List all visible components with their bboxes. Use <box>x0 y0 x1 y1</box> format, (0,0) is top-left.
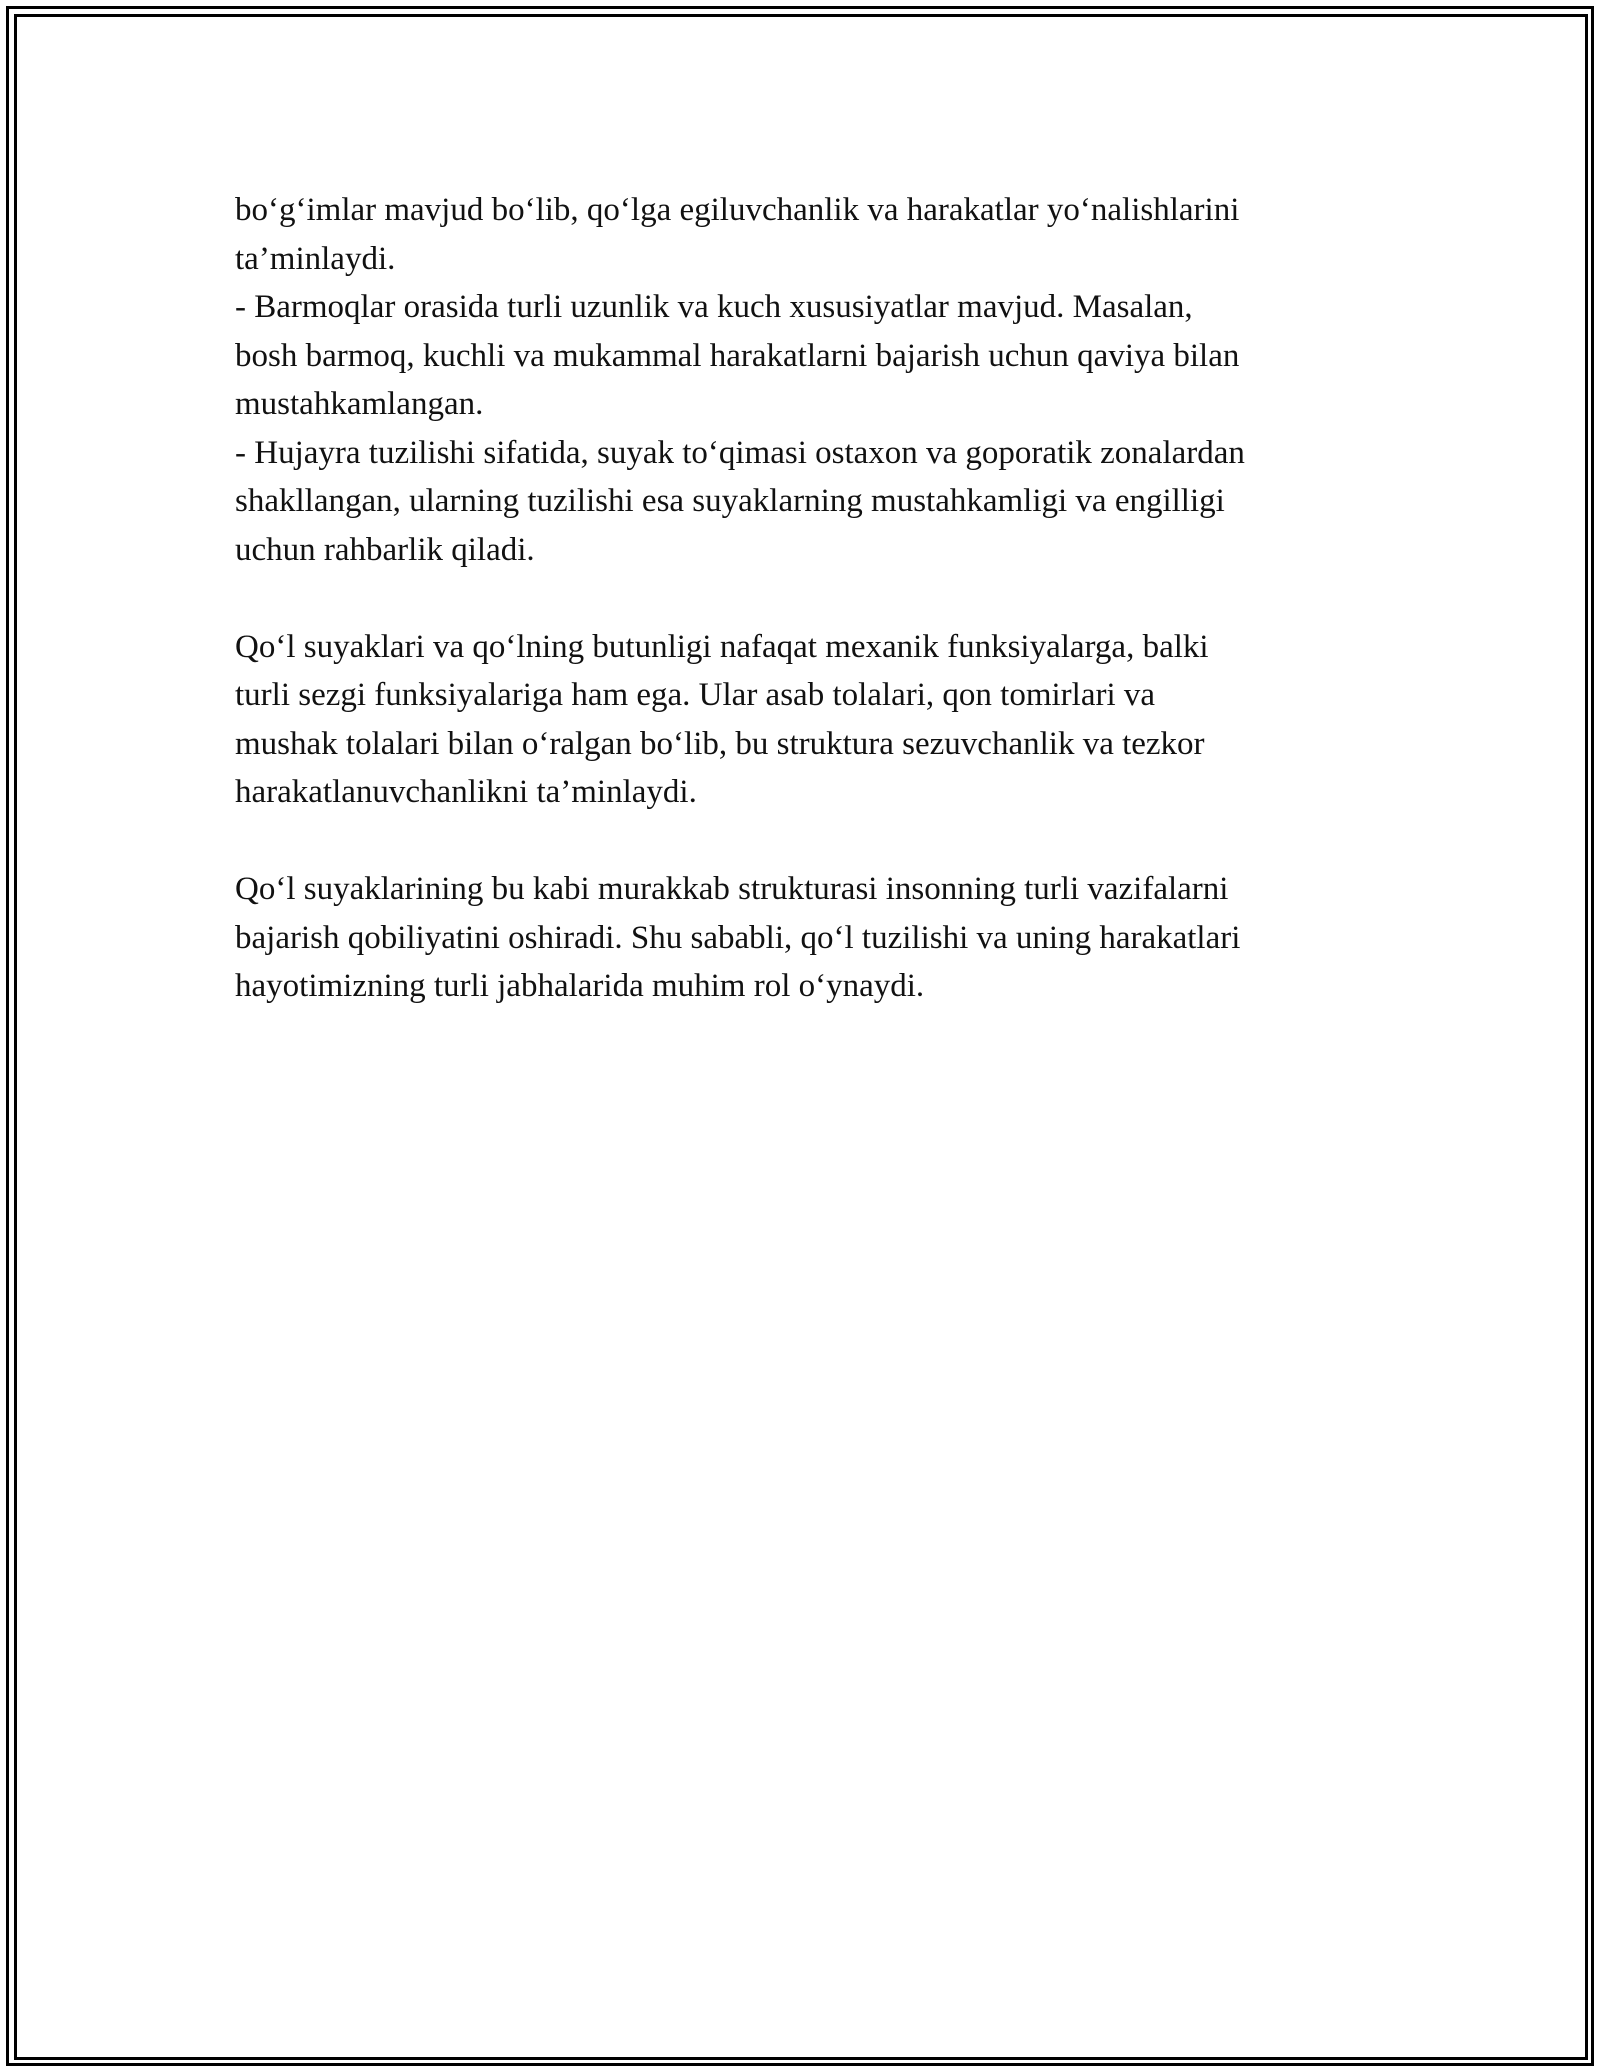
document-body <box>235 186 1375 1011</box>
paragraph-block-2 <box>235 623 1375 817</box>
paragraph-spacer <box>235 574 1375 623</box>
text-line: mushak tolalari bilan o‘ralgan bo‘lib, bu struktura sezuvchanlik va tezkor <box>235 725 1205 762</box>
text-line: harakatlanuvchanlikni ta’minlaydi. <box>235 774 697 810</box>
text-line: mustahkamlangan. <box>235 386 484 422</box>
text-line: - Barmoqlar orasida turli uzunlik va kuch xususiyatlar mavjud. Masalan, <box>235 289 1193 325</box>
text-line: Qo‘l suyaklari va qo‘lning butunligi nafaqat mexanik funksiyalarga, balki <box>235 628 1209 665</box>
paragraph-spacer <box>235 817 1375 866</box>
text-line: ta’minlaydi. <box>235 240 396 277</box>
text-line: hayotimizning turli jabhalarida muhim rol o‘ynaydi. <box>235 968 925 1004</box>
text-line: bo‘g‘imlar mavjud bo‘lib, qo‘lga egiluvchanlik va harakatlar yo‘nalishlarini <box>235 192 1240 228</box>
text-line: turli sezgi funksiyalariga ham ega. Ular asab tolalari, qon tomirlari va <box>235 677 1156 713</box>
text-line: shakllangan, ularning tuzilishi esa suyaklarning mustahkamligi va engilligi <box>235 483 1225 519</box>
text-line: Qo‘l suyaklarining bu kabi murakkab strukturasi insonning turli vazifalarni <box>235 871 1229 907</box>
text-line: uchun rahbarlik qiladi. <box>235 531 535 568</box>
text-line: - Hujayra tuzilishi sifatida, suyak to‘qimasi ostaxon va goporatik zonalardan <box>235 434 1245 471</box>
text-line: bajarish qobiliyatini oshiradi. Shu sababli, qo‘l tuzilishi va uning harakatlari <box>235 919 1241 956</box>
paragraph-block-1 <box>235 186 1375 574</box>
paragraph-block-3 <box>235 865 1375 1011</box>
text-line: bosh barmoq, kuchli va mukammal harakatlarni bajarish uchun qaviya bilan <box>235 337 1240 374</box>
